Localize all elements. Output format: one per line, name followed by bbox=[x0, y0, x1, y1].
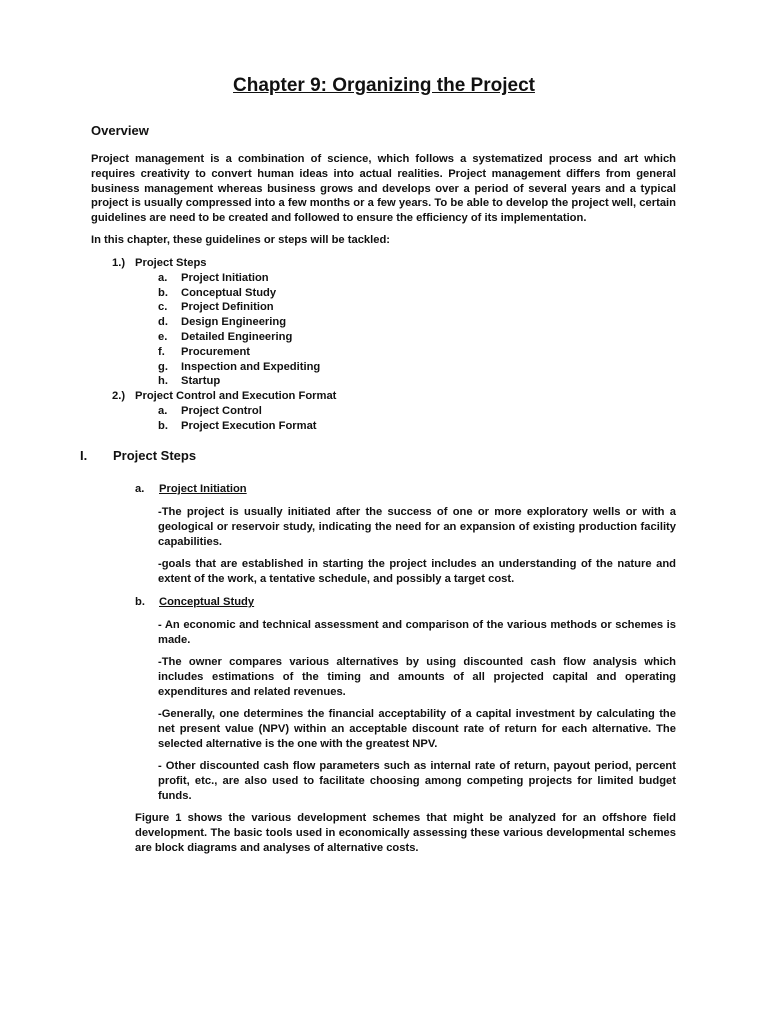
toc-sublabel: Project Definition bbox=[181, 301, 274, 314]
overview-heading: Overview bbox=[91, 123, 149, 138]
toc-item bbox=[112, 389, 512, 404]
conceptual-paragraph-2: -The owner compares various alternatives by using discounted cash flow analysis which includes estimations of the timing and amounts of all projected capital and operating expenditures and related revenues. bbox=[158, 656, 676, 698]
toc-sublabel: Procurement bbox=[181, 345, 251, 358]
section-numeral: I. bbox=[80, 448, 88, 463]
subsection-title: Conceptual Study bbox=[159, 596, 255, 608]
overview-intro: In this chapter, these guidelines or steps will be tackled: bbox=[91, 234, 391, 246]
subsection-letter: a. bbox=[135, 483, 145, 495]
subsection-heading-a bbox=[135, 482, 247, 497]
toc-sublabel: Conceptual Study bbox=[181, 286, 277, 299]
toc-letter: g. bbox=[158, 360, 168, 373]
toc-label: Project Steps bbox=[135, 257, 207, 269]
toc-subitem bbox=[112, 345, 512, 360]
toc-list bbox=[112, 256, 512, 434]
toc-number: 2.) bbox=[112, 390, 126, 403]
toc-number: 1.) bbox=[112, 257, 126, 269]
toc-subitem bbox=[112, 286, 512, 301]
overview-paragraph: Project management is a combination of science, which follows a systematized process and art which requires creativity to convert human ideas into actual realities. Project management differs from general business management whereas business grows and develops over a period of several years and a typical project is usually compressed into a few months or a few years. To be able to develop the project well, certain guidelines are need to be created and followed to ensure the efficiency of its implementation. bbox=[91, 153, 676, 225]
section-title: Project Steps bbox=[113, 448, 197, 463]
toc-letter: a. bbox=[158, 404, 168, 417]
initiation-paragraph-1: -The project is usually initiated after the success of one or more exploratory wells or with a geological or reservoir study, indicating the need for an expansion of existing production facility capabilities. bbox=[158, 506, 676, 548]
toc-letter: a. bbox=[158, 271, 168, 284]
subsection-title: Project Initiation bbox=[159, 483, 247, 495]
toc-letter: d. bbox=[158, 316, 168, 329]
toc-letter: h. bbox=[158, 375, 168, 388]
toc-subitem bbox=[112, 360, 512, 375]
toc-subitem bbox=[112, 271, 512, 286]
page-title: Chapter 9: Organizing the Project bbox=[233, 75, 535, 96]
toc-sublabel: Design Engineering bbox=[181, 316, 287, 329]
toc-sublabel: Detailed Engineering bbox=[181, 330, 293, 343]
toc-label: Project Control and Execution Format bbox=[135, 390, 337, 403]
conceptual-paragraph-4: - Other discounted cash flow parameters such as internal rate of return, payout period, percent profit, etc., are also used to facilitate choosing among competing projects for limited budget funds. bbox=[158, 760, 676, 802]
toc-sublabel: Startup bbox=[181, 375, 221, 388]
toc-letter: b. bbox=[158, 419, 168, 432]
toc-letter: e. bbox=[158, 330, 168, 343]
toc-sublabel: Project Execution Format bbox=[181, 419, 317, 432]
toc-letter: c. bbox=[158, 301, 168, 314]
toc-subitem bbox=[112, 315, 512, 330]
toc-sublabel: Project Control bbox=[181, 404, 262, 417]
figure-paragraph: Figure 1 shows the various development schemes that might be analyzed for an offshore field development. The basic tools used in economically assessing these various developmental schemes are block diagrams and analyses of alternative costs. bbox=[135, 812, 676, 854]
toc-subitem bbox=[112, 419, 512, 434]
toc-subitem bbox=[112, 404, 512, 419]
toc-subitem bbox=[112, 374, 512, 389]
toc-subitem bbox=[112, 330, 512, 345]
toc-letter: f. bbox=[158, 345, 165, 358]
toc-subitem bbox=[112, 300, 512, 315]
toc-item bbox=[112, 256, 512, 271]
toc-letter: b. bbox=[158, 286, 168, 299]
conceptual-paragraph-3: -Generally, one determines the financial acceptability of a capital investment by calculating the net present value (NPV) within an acceptable discount rate of return for each alternative. The selected alternative is the one with the greatest NPV. bbox=[158, 708, 676, 750]
section-heading bbox=[80, 449, 196, 464]
initiation-paragraph-2: -goals that are established in starting the project includes an understanding of the nature and extent of the work, a tentative schedule, and possibly a target cost. bbox=[158, 558, 676, 585]
subsection-letter: b. bbox=[135, 596, 145, 608]
toc-sublabel: Inspection and Expediting bbox=[181, 360, 321, 373]
conceptual-paragraph-1: - An economic and technical assessment and comparison of the various methods or schemes is made. bbox=[158, 619, 676, 646]
toc-sublabel: Project Initiation bbox=[181, 271, 269, 284]
subsection-heading-b bbox=[135, 595, 254, 610]
